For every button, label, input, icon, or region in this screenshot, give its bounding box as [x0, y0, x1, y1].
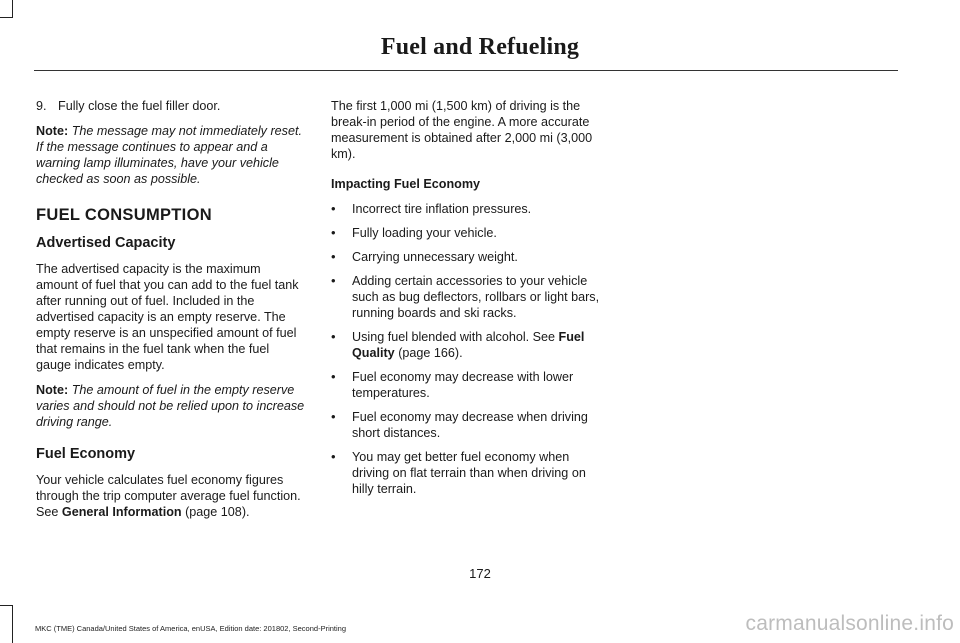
general-information-link[interactable]: General Information [61, 505, 182, 519]
note-paragraph-2 [36, 382, 306, 430]
fuel-quality-link[interactable]: Fuel Quality [352, 330, 585, 360]
break-in-paragraph: The first 1,000 mi (1,500 km) of driving is the break-in period of the engine. A more accurate measurement is obtained after 2,000 mi (3,000 km). [331, 99, 593, 161]
fuel-economy-text: Your vehicle calculates fuel economy figures through the trip computer average fuel function. See [36, 473, 301, 519]
bullet-icon: • [331, 329, 336, 344]
step-number: 9. [36, 99, 47, 113]
bullet-icon: • [331, 225, 336, 240]
subheading-fuel-economy: Fuel Economy [36, 446, 136, 462]
list-item-text: Adding certain accessories to your vehicle such as bug deflectors, rollbars or light bars, running boards and ski racks. [352, 274, 600, 320]
list-item [331, 225, 603, 241]
page-ref: (page 166). [394, 346, 463, 360]
step-text: Fully close the fuel filler door. [58, 99, 221, 113]
note-text: The message may not immediately reset. If the message continues to appear and a warning lamp illuminates, have your vehicle checked as soon as possible. [36, 124, 302, 186]
note-text: The amount of fuel in the empty reserve varies and should not be relied upon to increase driving range. [36, 383, 305, 429]
note-label: Note: [36, 383, 69, 397]
impacting-list [331, 201, 603, 497]
bullet-icon: • [331, 249, 336, 264]
list-item [331, 409, 603, 441]
bullet-icon: • [331, 273, 336, 288]
crop-mark-bottom-left-h [0, 605, 13, 606]
header-rule [34, 70, 898, 71]
list-item [331, 449, 603, 497]
list-item-text: Fuel economy may decrease with lower temperatures. [352, 370, 574, 400]
page-number: 172 [469, 566, 491, 581]
middle-column [331, 98, 603, 505]
note-label: Note: [36, 124, 69, 138]
subheading-impacting-fuel-economy: Impacting Fuel Economy [331, 177, 481, 191]
list-item-text-start: Using fuel blended with alcohol. See [352, 330, 559, 344]
subheading-advertised-capacity: Advertised Capacity [36, 235, 176, 251]
bullet-icon: • [331, 201, 336, 216]
footer-edition-info: MKC (TME) Canada/United States of America, enUSA, Edition date: 201802, Second-Printing [35, 624, 346, 633]
watermark: carmanualsonline.info [745, 612, 954, 635]
bullet-icon: • [331, 449, 336, 464]
page-header-title: Fuel and Refueling [380, 34, 580, 60]
list-item-text: Fully loading your vehicle. [352, 226, 497, 240]
list-item-text: Fuel economy may decrease when driving short distances. [352, 410, 588, 440]
list-item-text [352, 329, 603, 361]
list-item [331, 369, 603, 401]
bullet-icon: • [331, 369, 336, 384]
advertised-capacity-body: The advertised capacity is the maximum amount of fuel that you can add to the fuel tank after running out of fuel. Included in the advertised capacity is an empty reserve. The empty reserve is an unspecified amount of fuel that remains in the fuel tank when the fuel gauge indicates empty. [36, 262, 299, 372]
list-item-text: Incorrect tire inflation pressures. [352, 202, 532, 216]
list-item [331, 249, 603, 265]
list-item-text: Carrying unnecessary weight. [352, 250, 518, 264]
list-item [331, 201, 603, 217]
list-item [331, 329, 603, 361]
note-paragraph [36, 123, 306, 187]
page-ref: (page 108). [181, 505, 250, 519]
crop-mark-top-left-h [0, 17, 13, 18]
bullet-icon: • [331, 409, 336, 424]
crop-mark-bottom-left-v [12, 605, 13, 643]
crop-mark-top-left-v [12, 0, 13, 18]
fuel-economy-body [36, 472, 306, 520]
list-item [331, 273, 603, 321]
step-item [36, 98, 306, 114]
left-column [36, 98, 306, 529]
list-item-text: You may get better fuel economy when driving on flat terrain than when driving on hilly terrain. [352, 450, 586, 496]
section-heading: FUEL CONSUMPTION [36, 206, 212, 224]
